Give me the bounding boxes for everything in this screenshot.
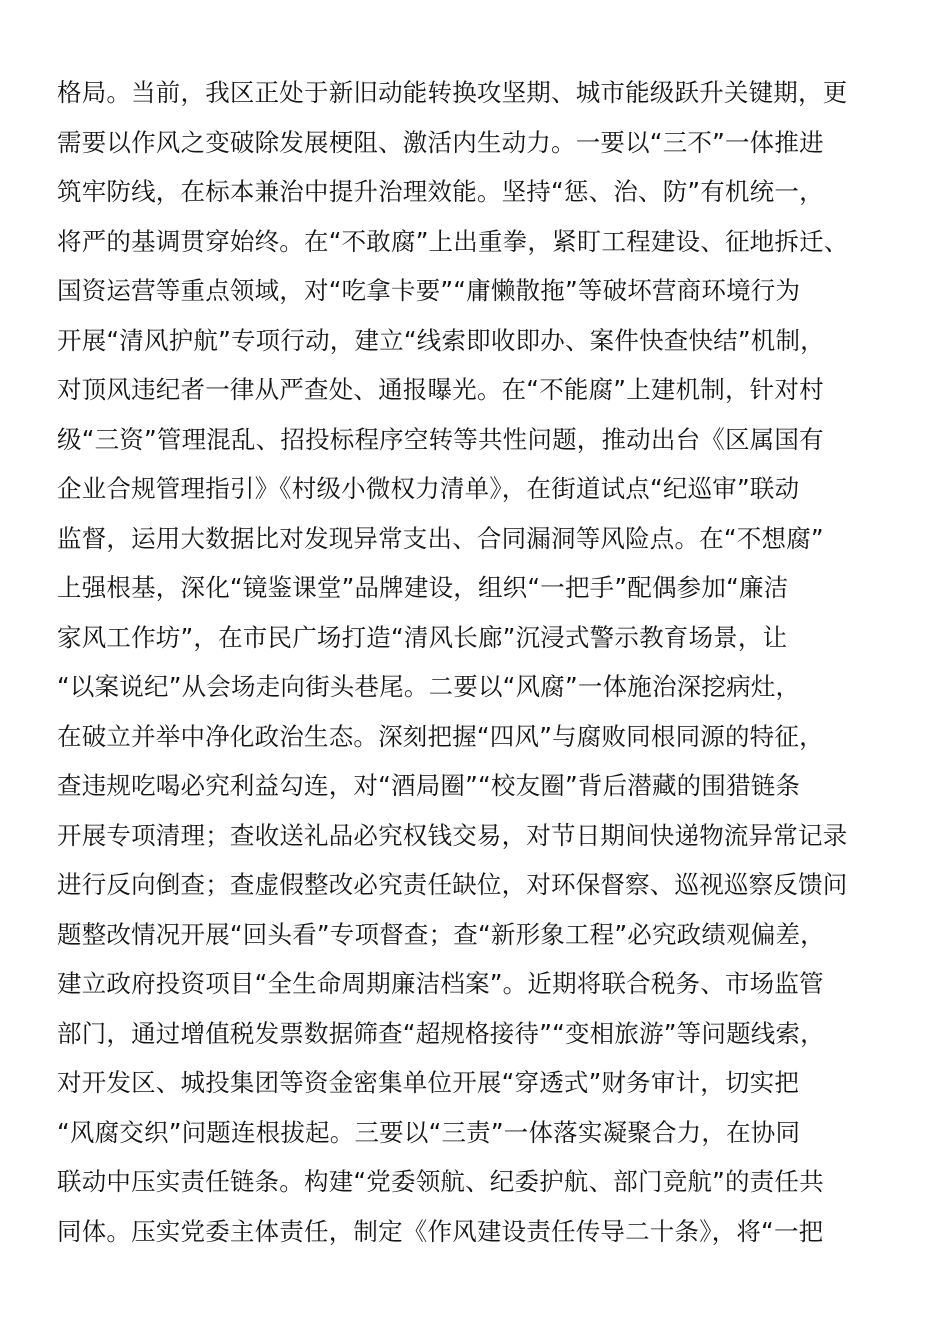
text-line: 部门，通过增值税发票数据筛查“超规格接待”“变相旅游”等问题线索， bbox=[57, 1018, 825, 1048]
text-line: 开展“清风护航”专项行动，建立“线索即收即办、案件快查快结”机制， bbox=[57, 325, 825, 355]
text-line: 建立政府投资项目“全生命周期廉洁档案”。近期将联合税务、市场监管 bbox=[57, 969, 824, 998]
text-line: 联动中压实责任链条。构建“党委领航、纪委护航、部门竞航”的责任共 bbox=[57, 1167, 824, 1196]
text-line: 在破立并举中净化政治生态。深刻把握“四风”与腐败同根同源的特征， bbox=[57, 721, 824, 751]
text-line: 题整改情况开展“回头看”专项督查；查“新形象工程”必究政绩观偏差， bbox=[57, 919, 825, 949]
text-line: 格局。当前，我区正处于新旧动能转换攻坚期、城市能级跃升关键期，更 bbox=[57, 78, 848, 107]
text-line: 对顶风违纪者一律从严查处、通报曝光。在“不能腐”上建机制，针对村 bbox=[57, 375, 824, 404]
text-line: 监督，运用大数据比对发现异常支出、合同漏洞等风险点。在“不想腐” bbox=[57, 523, 824, 553]
text-line: 级“三资”管理混乱、招投标程序空转等共性问题，推动出台《区属国有 bbox=[57, 424, 824, 454]
body-paragraph bbox=[57, 68, 907, 1256]
text-line: “风腐交织”问题连根拔起。三要以“三责”一体落实凝聚合力，在协同 bbox=[57, 1117, 801, 1147]
text-line: 企业合规管理指引》《村级小微权力清单》，在街道试点“纪巡审”联动 bbox=[57, 474, 800, 503]
text-line: 将严的基调贯穿始终。在“不敢腐”上出重拳，紧盯工程建设、征地拆迁、 bbox=[57, 226, 849, 256]
text-line: 开展专项清理；查收送礼品必究权钱交易，对节日期间快递物流异常记录 bbox=[57, 820, 848, 850]
text-line: 筑牢防线，在标本兼治中提升治理效能。坚持“惩、治、防”有机统一， bbox=[57, 177, 824, 206]
text-line: “以案说纪”从会场走向街头巷尾。二要以“风腐”一体施治深挖病灶， bbox=[57, 672, 801, 701]
text-line: 同体。压实党委主体责任，制定《作风建设责任传导二十条》，将“一把 bbox=[57, 1216, 824, 1246]
text-line: 查违规吃喝必究利益勾连，对“酒局圈”“校友圈”背后潜藏的围猎链条 bbox=[57, 771, 801, 800]
text-line: 家风工作坊”，在市民广场打造“清风长廊”沉浸式警示教育场景，让 bbox=[57, 622, 788, 652]
text-line: 国资运营等重点领域，对“吃拿卡要”“庸懒散拖”等破坏营商环境行为 bbox=[57, 276, 801, 305]
text-line: 进行反向倒查；查虚假整改必究责任缺位，对环保督察、巡视巡察反馈问 bbox=[57, 870, 848, 899]
text-line: 需要以作风之变破除发展梗阻、激活内生动力。一要以“三不”一体推进 bbox=[57, 127, 824, 157]
text-line: 上强根基，深化“镜鉴课堂”品牌建设，组织“一把手”配偶参加“廉洁 bbox=[57, 573, 789, 602]
text-line: 对开发区、城投集团等资金密集单位开展“穿透式”财务审计，切实把 bbox=[57, 1068, 800, 1097]
